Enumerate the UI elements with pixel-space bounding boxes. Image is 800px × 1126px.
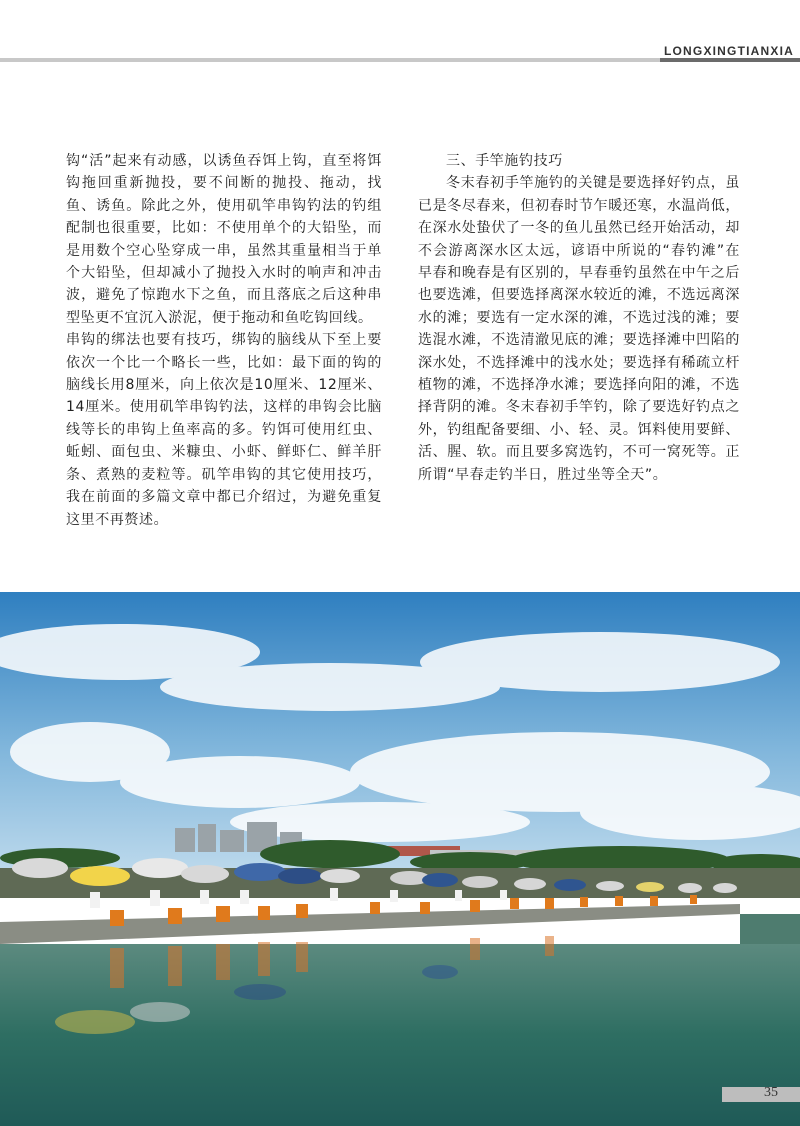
article-paragraph: 钩“活”起来有动感，以诱鱼吞饵上钩，直至将饵钩拖回重新抛投，要不间断的抛投、拖动，找鱼、诱鱼。除此之外，使用矶竿串钩钓法的钓组配制也很重要，比如：不使用单个的大铅坠，而是用数个空心坠穿成一串，虽然其重量相当于单个大铅坠，但却减小了抛投入水时的响声和冲击波，避免了惊跑水下之鱼，而且落底之后这种串型坠更不宜沉入淤泥，便于拖动和鱼吃钩回线。 <box>66 153 382 326</box>
magazine-name: LONGXINGTIANXIA <box>663 44 794 58</box>
article-paragraph: 串钩的绑法也要有技巧，绑钩的脑线从下至上要依次一个比一个略长一些，比如：最下面的钩的脑线长用8厘米，向上依次是10厘米、12厘米、14厘米。使用矶竿串钩钓法，这样的串钩会比脑线等长的串钩上鱼率高的多。钓饵可使用红虫、蚯蚓、面包虫、米糠虫、小虾、鲜虾仁、鲜羊肝条、煮熟的麦粒等。矶竿串钩的其它使用技巧，我在前面的多篇文章中都已介绍过，为避免重复这里不再赘述。 <box>66 332 382 528</box>
header-rule-accent <box>660 58 800 62</box>
article-paragraph: 冬末春初手竿施钓的关键是要选择好钓点，虽已是冬尽春来，但初春时节乍暖还寒，水温尚低，在深水处蛰伏了一冬的鱼儿虽然已经开始活动，却不会游离深水区太远，谚语中所说的“春钓滩”在早春和晚春是有区别的，早春垂钓虽然在中午之后也要选滩，但要选择离深水较近的滩，不选远离深水的滩；要选有一定水深的滩，不选过浅的滩；要选混水滩，不选清澈见底的滩；要选择滩中凹陷的深水处，不选择滩中的浅水处；要选择有稀疏立杆植物的滩，不选择净水滩；要选择向阳的滩，不选择背阴的滩。冬末春初手竿钓，除了要选好钓点之外，钓组配备要细、小、轻、灵。饵料使用要鲜、活、腥、软。而且要多窝选钓，不可一窝死等。正所谓“早春走钓半日，胜过坐等全天”。 <box>418 175 740 483</box>
article-left-column <box>66 150 382 531</box>
fishing-competition-photo <box>0 592 800 1126</box>
page-number-bar <box>722 1087 800 1102</box>
page-number: 35 <box>764 1085 778 1100</box>
article-right-column <box>418 150 740 486</box>
section-heading: 三、手竿施钓技巧 <box>446 153 563 169</box>
